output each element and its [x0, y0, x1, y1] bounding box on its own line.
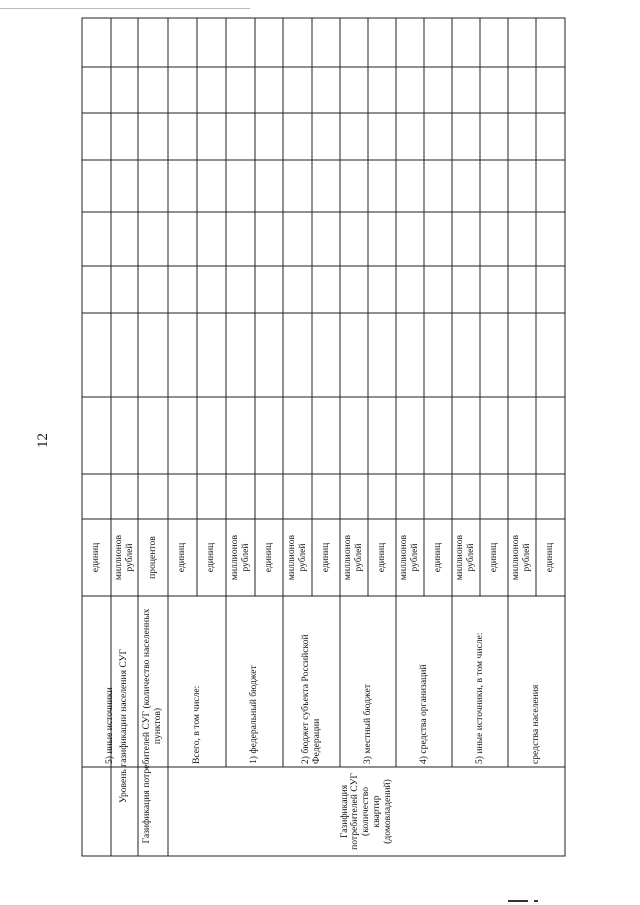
- page-number: 12: [35, 433, 51, 448]
- unit-cell: миллионов рублей: [510, 534, 532, 581]
- unit-cell: единиц: [487, 542, 499, 573]
- row-label: 4) средства организаций: [417, 664, 429, 764]
- row-label: 1) федеральный бюджет: [248, 665, 260, 764]
- unit-cell: единиц: [544, 542, 556, 573]
- scan-mark: [534, 900, 538, 902]
- unit-cell: процентов: [146, 536, 158, 579]
- unit-cell: миллионов рублей: [112, 534, 135, 581]
- row-label: Всего, в том числе:: [190, 685, 202, 764]
- unit-cell: единиц: [205, 542, 217, 573]
- unit-cell: миллионов рублей: [342, 534, 364, 581]
- scan-mark: [508, 900, 528, 902]
- unit-cell: миллионов рублей: [454, 534, 476, 581]
- row-label: Газификация потребителей СУГ (количество населенных пунктов): [141, 608, 163, 844]
- row-label: средства населения: [530, 684, 542, 764]
- unit-cell: миллионов рублей: [285, 534, 308, 581]
- unit-cell: единиц: [375, 542, 387, 573]
- row-label: 2) бюджет субъекта Российской Федерации: [299, 634, 322, 764]
- unit-cell: единиц: [431, 542, 443, 573]
- row-label: 5) иные источники, в том числе:: [473, 632, 485, 764]
- row-label: 3) местный бюджет: [361, 684, 373, 764]
- unit-cell: единиц: [262, 542, 274, 573]
- row-label: Уровень газификации населения СУГ: [118, 649, 130, 803]
- unit-cell: единиц: [90, 542, 102, 573]
- unit-cell: миллионов рублей: [228, 534, 251, 581]
- row-label: 5) иные источники: [103, 687, 115, 764]
- group-label: Газификация потребителей СУГ (количество квартир (домовладений): [338, 773, 393, 850]
- unit-cell: единиц: [176, 542, 188, 573]
- unit-cell: единиц: [319, 542, 331, 573]
- unit-cell: миллионов рублей: [398, 534, 420, 581]
